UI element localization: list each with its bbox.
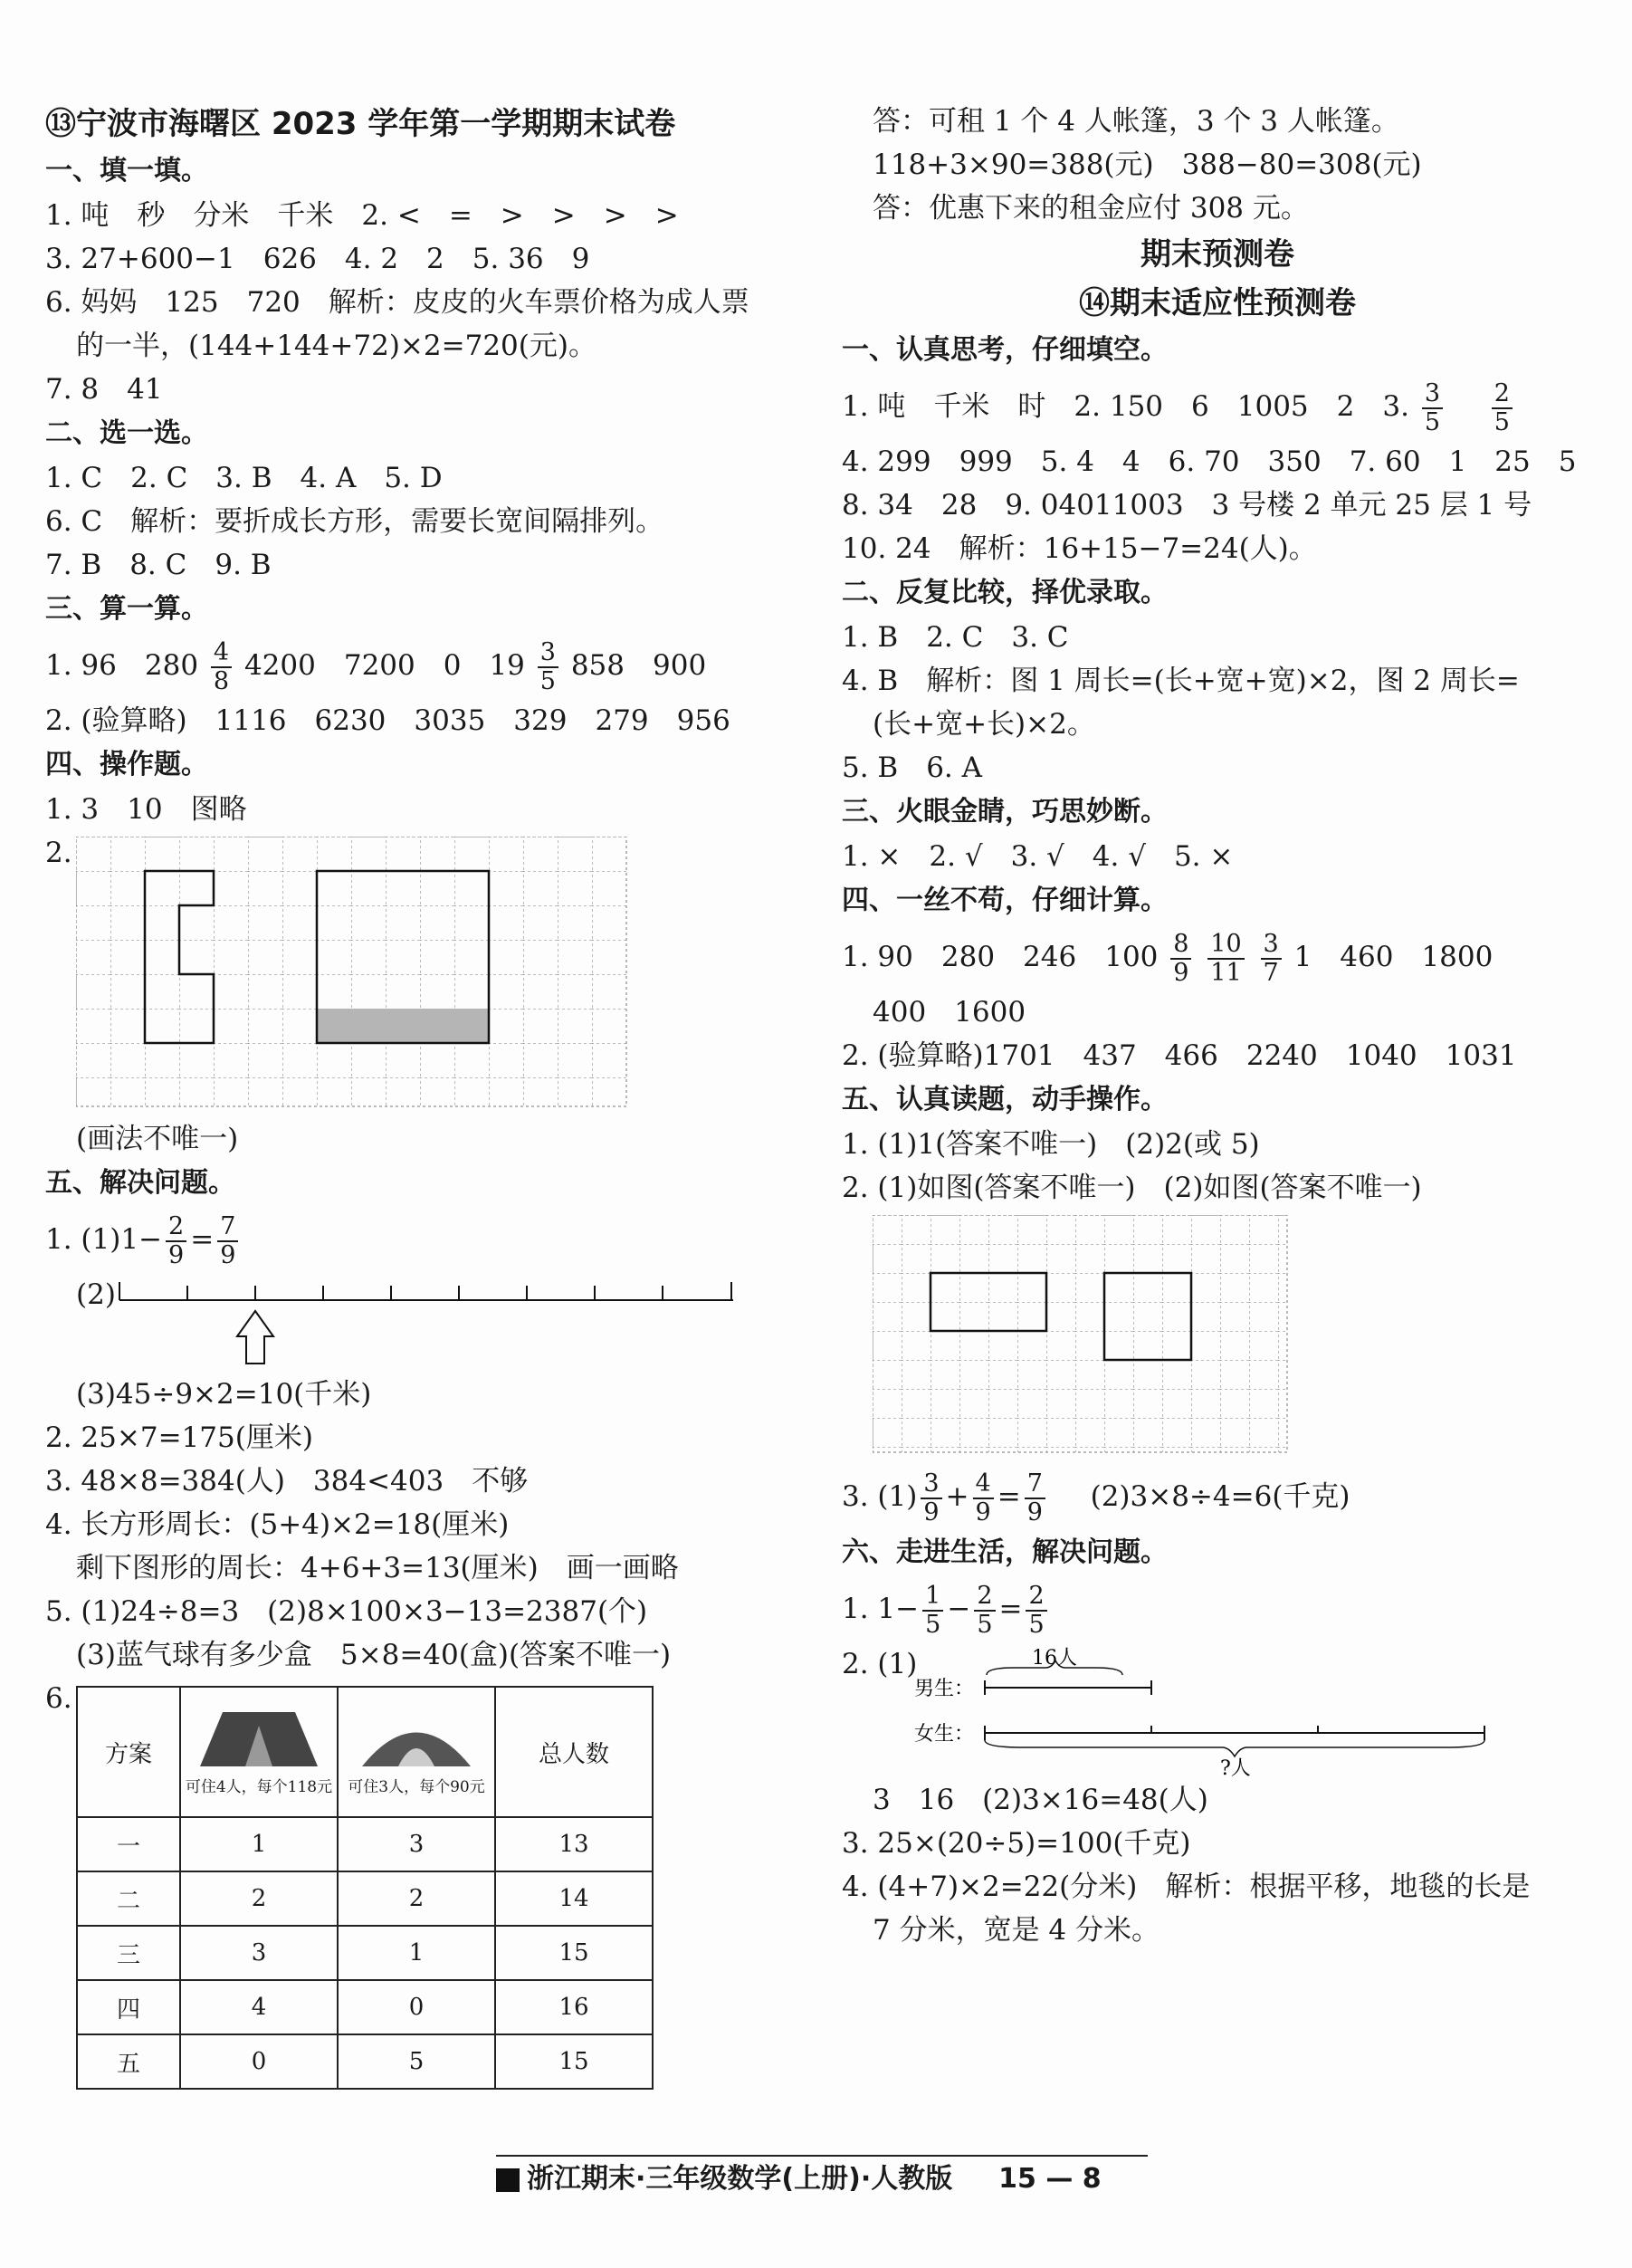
numerator: 4 [973,1470,994,1499]
numerator: 3 [1422,380,1443,409]
up-arrow-icon [237,1311,273,1364]
table-cell: 三 [77,1926,180,1980]
answer-line: 3. 48×8=384(人) 384<403 不够 [45,1465,529,1498]
denominator: 9 [1026,1498,1043,1526]
denominator: 9 [923,1498,940,1526]
section-heading: 六、走进生活，解决问题。 [842,1536,1168,1568]
denominator: 9 [975,1498,991,1526]
numerator: 4 [211,639,232,668]
answer-line: 6. 妈妈 125 720 解析：皮皮的火车票价格为成人票 [45,286,749,319]
section-title: 期末预测卷 [1140,236,1294,273]
denominator: 5 [1494,407,1510,436]
denominator: 5 [1424,407,1440,436]
section-heading: 三、火眼金睛，巧思妙断。 [842,796,1168,828]
answer-line-fractions [842,923,1593,990]
right-column [842,101,1593,1952]
section-heading: 二、反复比较，择优录取。 [842,577,1168,608]
fraction [166,1213,186,1269]
fraction [538,639,558,695]
answer-line: 7. 8 41 [45,373,163,406]
answer-line: 3 16 (2)3×16=48(人) [873,1784,1208,1816]
denominator: 5 [977,1610,993,1639]
answer-text: 4200 7200 0 19 [243,649,525,682]
table-row [77,1980,653,2034]
answer-line: 400 1600 [873,996,1026,1029]
tent-3-label: 可住3人，每个90元 [348,1777,485,1796]
answer-line: 4. 长方形周长：(5+4)×2=18(厘米) [45,1508,510,1541]
table-cell: 5 [338,2034,495,2089]
table-row [77,1871,653,1926]
operator: − [947,1593,971,1625]
table-cell: 3 [338,1817,495,1871]
answer-line: 6. C 解析：要折成长方形，需要长宽间隔排列。 [45,505,664,538]
answer-line: 1. 吨 秒 分米 千米 2. < = > > > > [45,199,679,232]
answer-text: 1 460 1800 [1293,941,1494,973]
fraction [217,1213,238,1269]
answer-line: 答：优惠下来的租金应付 308 元。 [873,192,1309,225]
table-cell: 0 [338,1980,495,2034]
table-cell: 4 [180,1980,338,2034]
section-heading: 三、算一算。 [45,593,208,625]
fraction [1422,380,1443,436]
answer-line: 2. (验算略)1701 437 466 2240 1040 1031 [842,1039,1517,1072]
answer-line: 1. B 2. C 3. C [842,621,1069,654]
table-row [77,1817,653,1871]
table-cell: 1 [338,1926,495,1980]
answer-line: (3)蓝气球有多少盒 5×8=40(盒)(答案不唯一) [76,1639,672,1671]
answer-line: 4. (4+7)×2=22(分米) 解析：根据平移，地毯的长是 [842,1871,1531,1903]
answer-line: 3. 25×(20÷5)=100(千克) [842,1827,1191,1860]
denominator: 7 [1263,958,1279,987]
number-line-row [45,1273,797,1373]
label-16-people: 16人 [1032,1647,1077,1670]
numerator: 8 [1170,931,1191,960]
fraction [1026,1583,1046,1639]
denominator: 9 [168,1240,185,1269]
page-number: 15 — 8 [998,2163,1102,2195]
numerator: 3 [921,1470,941,1499]
section-heading: 二、选一选。 [45,417,208,449]
table-cell: 五 [77,2034,180,2089]
answer-line: 4. B 解析：图 1 周长=(长+宽+宽)×2，图 2 周长= [842,665,1520,697]
answer-text: 858 900 [570,649,707,682]
segment-diagram-row [842,1642,1593,1778]
numerator: 7 [217,1213,238,1242]
answer-line: 2. [45,837,72,869]
table-cell: 3 [180,1926,338,1980]
table-cell: 一 [77,1817,180,1871]
tent-plan-table [76,1686,654,2090]
answer-text: (2) [76,1278,116,1311]
header-plan: 方案 [77,1687,180,1817]
shaded-strip [317,1009,489,1043]
answer-line-fractions [45,632,797,699]
answer-line: 2. (验算略) 1116 6230 3035 329 279 956 [45,704,730,737]
answer-line: 7. B 8. C 9. B [45,549,272,581]
numerator: 2 [1492,380,1513,409]
answer-line: 1. (1)1(答案不唯一) (2)2(或 5) [842,1128,1260,1161]
table-row [77,2034,653,2089]
answer-line: 1. × 2. √ 3. √ 4. √ 5. × [842,840,1234,873]
answer-line: 5. B 6. A [842,751,983,784]
denominator: 5 [539,666,556,695]
answer-text: (2)3×8÷4=6(千克) [1090,1480,1350,1513]
segment-diagram-svg [842,1642,1530,1778]
denominator: 5 [1028,1610,1045,1639]
header-tent4 [180,1687,338,1817]
operator: = [190,1223,215,1256]
grid-svg [873,1215,1289,1454]
answer-line: 7 分米，宽是 4 分米。 [873,1914,1160,1947]
left-column [45,100,797,2090]
table-cell: 0 [180,2034,338,2089]
section-heading: 四、一丝不苟，仔细计算。 [842,885,1168,916]
numerator: 1 [922,1583,943,1612]
answer-line-fractions [842,373,1593,440]
answer-text: 1. (1)1− [45,1223,163,1256]
table-header-row [77,1687,653,1817]
tent-4-icon [196,1708,322,1771]
answer-text: 1. 吨 千米 时 2. 150 6 1005 2 3. [842,390,1409,423]
table-cell: 14 [495,1871,653,1926]
answer-line: 4. 299 999 5. 4 4 6. 70 350 7. 60 1 25 5 [842,445,1577,478]
label-girls: 女生： [914,1723,975,1746]
exam-title-14: ⑭期末适应性预测卷 [1079,285,1356,321]
fraction [211,639,232,695]
header-total: 总人数 [495,1687,653,1817]
answer-line: 6. [45,1682,72,1715]
answer-text: 3. (1) [842,1480,918,1513]
operator: = [997,1480,1021,1513]
page-footer [496,2155,1148,2202]
answer-line: 10. 24 解析：16+15−7=24(人)。 [842,532,1317,565]
fraction [973,1470,994,1526]
table-cell: 15 [495,2034,653,2089]
fraction [922,1583,943,1639]
grid-figure-left [76,837,797,1112]
denominator: 9 [1173,958,1189,987]
answer-line: 3. 27+600−1 626 4. 2 2 5. 36 9 [45,243,590,275]
table-cell: 13 [495,1817,653,1871]
fraction [1170,931,1191,987]
table-cell: 2 [180,1871,338,1926]
fraction [1261,931,1282,987]
fraction [1207,931,1244,987]
footer-text: 浙江期末·三年级数学(上册)·人教版 [527,2163,953,2195]
section-heading: 四、操作题。 [45,749,208,780]
answer-line: 的一半，(144+144+72)×2=720(元)。 [76,330,596,362]
table-row [77,1926,653,1980]
answer-line-fractions [45,1206,797,1273]
table-cell: 2 [338,1871,495,1926]
number-line-svg [118,1273,751,1373]
answer-text: 1. 1− [842,1593,920,1625]
table-cell: 1 [180,1817,338,1871]
grid-svg [76,837,628,1108]
numerator: 10 [1207,931,1244,960]
numerator: 3 [1261,931,1282,960]
numerator: 2 [166,1213,186,1242]
answer-note: (画法不唯一) [76,1123,239,1155]
answer-line-fractions [842,1463,1593,1530]
tent-4-label: 可住4人，每个118元 [185,1777,333,1796]
numerator: 2 [1026,1583,1046,1612]
answer-line: 2. 25×7=175(厘米) [45,1421,313,1454]
grid-figure-right [873,1215,1593,1458]
numerator: 2 [974,1583,995,1612]
answer-line: (长+宽+长)×2。 [873,708,1095,741]
exam-title-13: ⑬宁波市海曙区 2023 学年第一学期期末试卷 [45,106,676,142]
fraction [1025,1470,1045,1526]
answer-line: 118+3×90=388(元) 388−80=308(元) [873,148,1422,181]
operator: = [998,1593,1023,1625]
denominator: 8 [213,666,230,695]
section-heading: 一、认真思考，仔细填空。 [842,334,1168,366]
answer-line: 剩下图形的周长：4+6+3=13(厘米) 画一画略 [76,1552,679,1584]
label-question: ?人 [1220,1757,1251,1778]
label-boys: 男生： [914,1678,975,1700]
section-heading: 一、填一填。 [45,155,208,187]
denominator: 9 [220,1240,236,1269]
numerator: 3 [538,639,558,668]
table-cell: 15 [495,1926,653,1980]
fraction [974,1583,995,1639]
section-heading: 五、认真读题，动手操作。 [842,1084,1168,1115]
answer-line: 1. C 2. C 3. B 4. A 5. D [45,462,443,494]
answer-line-fractions [842,1575,1593,1642]
denominator: 11 [1210,958,1242,987]
table-cell: 四 [77,1980,180,2034]
table-cell: 二 [77,1871,180,1926]
operator: + [945,1480,969,1513]
denominator: 5 [925,1610,941,1639]
fraction [1492,380,1513,436]
answer-line: 答：可租 1 个 4 人帐篷，3 个 3 人帐篷。 [873,105,1399,138]
answer-text: 2. (1) [842,1648,918,1680]
tent-3-icon [353,1708,480,1771]
answer-line: 1. 3 10 图略 [45,793,247,826]
numerator: 7 [1025,1470,1045,1499]
answer-text: 1. 90 280 246 100 [842,941,1159,973]
answer-line: 8. 34 28 9. 04011003 3 号楼 2 单元 25 层 1 号 [842,489,1532,522]
fraction [921,1470,941,1526]
section-heading: 五、解决问题。 [45,1167,235,1199]
answer-text: 1. 96 280 [45,649,199,682]
answer-line: 2. (1)如图(答案不唯一) (2)如图(答案不唯一) [842,1172,1422,1204]
answer-line: (3)45÷9×2=10(千米) [76,1378,372,1411]
answer-line: 5. (1)24÷8=3 (2)8×100×3−13=2387(个) [45,1595,648,1628]
header-tent3 [338,1687,495,1817]
table-cell: 16 [495,1980,653,2034]
footer-square-icon [496,2168,520,2192]
